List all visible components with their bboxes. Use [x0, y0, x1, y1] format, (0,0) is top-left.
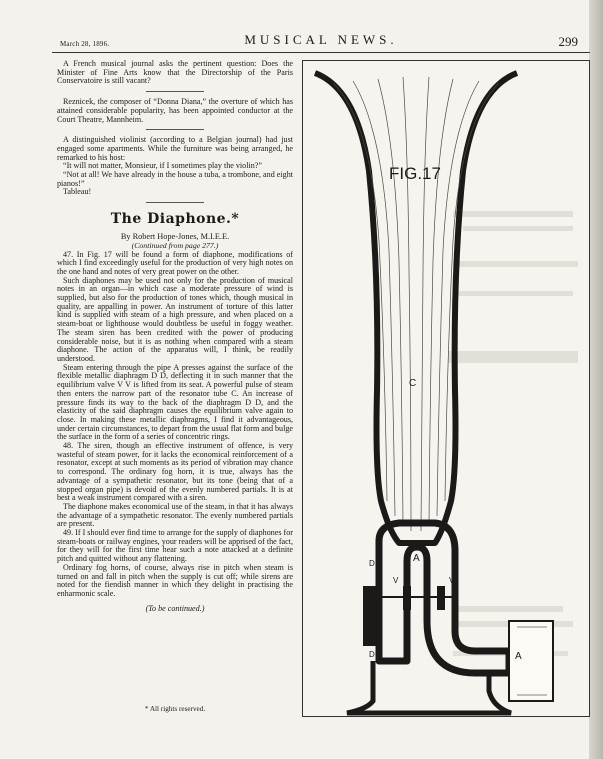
divider — [146, 129, 204, 130]
valve-left — [403, 586, 411, 610]
label-d-top: D — [369, 559, 375, 568]
text-column — [57, 60, 293, 613]
valve-right — [437, 586, 445, 610]
diaphragm-casing — [363, 586, 377, 646]
footnote: * All rights reserved. — [144, 705, 206, 713]
page-gutter — [589, 0, 603, 759]
figure-title: FIG.17 — [389, 164, 441, 183]
news-item — [57, 60, 293, 86]
horn-outer-wall — [315, 73, 517, 543]
article-paragraph: The diaphone makes economical use of the steam, in that it has always the advantage of a sympathetic resonator. The evenly numbered partials are present. — [57, 501, 293, 529]
figure-panel — [302, 60, 590, 717]
article-paragraph: 47. In Fig. 17 will be found a form of diaphone, modifications of which I find exceedingly useful for the production of very high notes on the one hand and notes of very great power on the other. — [57, 249, 293, 276]
divider — [146, 91, 204, 92]
anecdote-line: “It will not matter, Monsieur, if I sometimes play the violin?” — [63, 161, 262, 171]
article-paragraph: 49. If I should ever find time to arrange for the supply of diaphones for steam-boats or railway engines, your readers will be apprised of the fact, for they will for the first time hear such a note attacked at a definite pitch and quitted without any flattening. — [57, 528, 293, 564]
article-paragraph: Steam entering through the pipe A presses against the surface of the flexible metallic diaphragm D D, deflecting it in such manner that the equilibrium valve V V is lifted from its seat. A powerful pulse of steam then enters the narrow part of the resonator tube C. An increase of pressure finds its way to the back of the diaphragm D D, and the elasticity of the said diaphragm causes the equilibrium valve again to close. In making these metallic diaphragms, I find it advantageous, under certain circumstances, to depart from the usual flat form and bulge the surface in the form of a series of concentric rings. — [57, 362, 293, 442]
label-d-bottom: D — [369, 650, 375, 659]
anecdote-intro: A distinguished violinist (according to a Belgian journal) had just engaged some apartments. While the furniture was being arranged, he remarked to his host: — [57, 135, 293, 162]
article-paragraph: Such diaphones may be used not only for the production of musical notes in an organ—in which case a moderate pressure of wind is supplied, but also for the production of tones which, though musical in quality, are appalling in power. An instrument of torture of this latter kind is supplied with steam of a high pressure, and when placed on a steam-boat or lighthouse would doubtless be useful in foggy weather. The steam siren has been credited with the power of producing considerable noise, but it is as nothing when compared with a steam diaphone. The action of the apparatus will, I think, be readily understood. — [57, 275, 293, 363]
diaphone-figure — [303, 61, 589, 716]
news-item-text: A French musical journal asks the pertinent question: Does the Minister of Fine Arts know that the Directorship of the Paris Conservatoire is still vacant? — [57, 59, 293, 86]
article-paragraph: Ordinary fog horns, of course, always rise in pitch when steam is turned on and fall in pitch when the supply is cut off; while sirens are noted for the fiendish manner in which they delight in practising the enharmonic scale. — [57, 562, 293, 598]
anecdote-line: Tableau! — [63, 187, 92, 197]
continued-note: (Continued from page 277.) — [131, 240, 219, 250]
masthead-title: MUSICAL NEWS. — [244, 32, 398, 47]
anecdote — [57, 136, 293, 197]
issue-date: March 28, 1896. — [60, 40, 110, 48]
page-number: 299 — [558, 34, 578, 49]
article-title: The Diaphone.* — [110, 211, 240, 228]
to-be-continued: (To be continued.) — [145, 603, 205, 613]
label-v-right: V — [449, 576, 455, 585]
article-paragraph: 48. The siren, though an effective instrument of offence, is very wasteful of steam power, for it lacks the economical reinforcement of a resonator, except at such moments as its period of vibration may chance to correspond. The ordinary fog horn, it is true, always has the advantage of a sympathetic resonator, but its tone (being that of a stopped organ pipe) is devoid of the evenly numbered partials. It is at best a weak instrument compared with a siren. — [57, 441, 293, 503]
news-item-text: Reznicek, the composer of “Donna Diana,” the overture of which has attained considerable popularity, has been appointed conductor at the Court Theatre, Mannheim. — [57, 97, 293, 124]
label-v-left: V — [393, 576, 399, 585]
label-a-chamber: A — [413, 553, 420, 564]
horn-base — [347, 661, 511, 713]
bleed-through — [448, 211, 578, 656]
horn-shading — [333, 77, 499, 531]
label-a-pipe: A — [515, 651, 522, 662]
article-byline: By Robert Hope-Jones, M.I.E.E. — [120, 232, 230, 242]
label-c: C — [409, 378, 417, 389]
news-item — [57, 98, 293, 124]
anecdote-line: “Not at all! We have already in the house a tuba, a trombone, and eight pianos!” — [57, 170, 293, 188]
divider — [146, 202, 204, 203]
page-header — [52, 30, 590, 53]
